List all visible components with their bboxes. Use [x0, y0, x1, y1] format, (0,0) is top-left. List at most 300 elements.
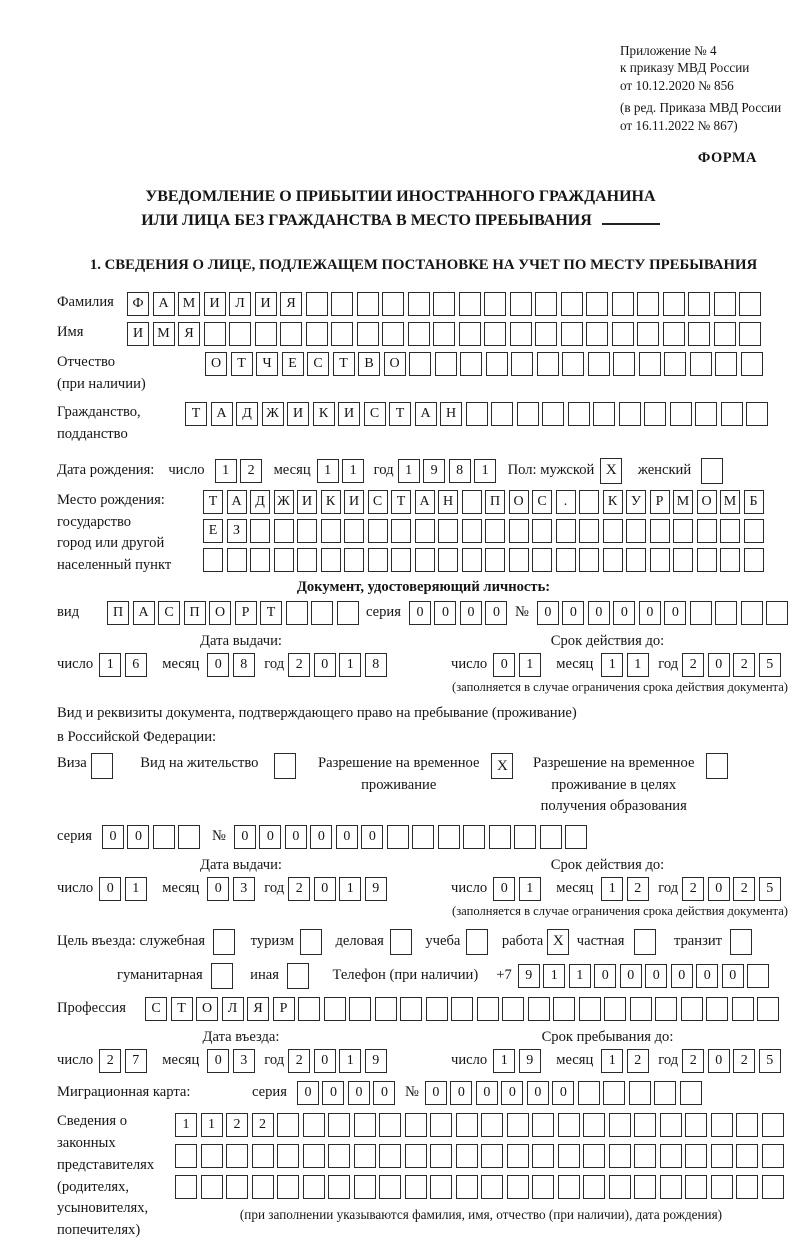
char-cell[interactable]: С	[364, 402, 386, 426]
char-cell[interactable]	[405, 1113, 427, 1137]
purpose-private-checkbox[interactable]	[634, 929, 656, 955]
char-cell[interactable]	[579, 997, 601, 1021]
char-cell[interactable]: 0	[645, 964, 667, 988]
char-cell[interactable]	[405, 1175, 427, 1199]
char-cell[interactable]: 0	[620, 964, 642, 988]
char-cell[interactable]	[175, 1144, 197, 1168]
char-cell[interactable]: Ф	[127, 292, 149, 316]
char-cell[interactable]	[650, 548, 670, 572]
char-cell[interactable]: Т	[231, 352, 253, 376]
char-cell[interactable]	[226, 1144, 248, 1168]
char-cell[interactable]	[583, 1175, 605, 1199]
char-cell[interactable]: 8	[449, 459, 471, 483]
char-cell[interactable]	[588, 352, 610, 376]
char-cell[interactable]	[637, 292, 659, 316]
purpose-study-checkbox[interactable]	[466, 929, 488, 955]
char-cell[interactable]	[535, 292, 557, 316]
char-cell[interactable]: И	[287, 402, 309, 426]
char-cell[interactable]	[532, 1144, 554, 1168]
char-cell[interactable]: 1	[398, 459, 420, 483]
char-cell[interactable]	[405, 1144, 427, 1168]
char-cell[interactable]	[400, 997, 422, 1021]
char-cell[interactable]	[762, 1175, 784, 1199]
char-cell[interactable]: 1	[493, 1049, 515, 1073]
char-cell[interactable]: 0	[552, 1081, 574, 1105]
char-cell[interactable]	[485, 548, 505, 572]
char-cell[interactable]	[435, 352, 457, 376]
char-cell[interactable]	[673, 548, 693, 572]
char-cell[interactable]	[711, 1175, 733, 1199]
char-cell[interactable]	[408, 322, 430, 346]
char-cell[interactable]	[578, 1081, 600, 1105]
char-cell[interactable]: 2	[733, 877, 755, 901]
char-cell[interactable]: А	[415, 402, 437, 426]
char-cell[interactable]: И	[204, 292, 226, 316]
char-cell[interactable]	[634, 1144, 656, 1168]
char-cell[interactable]: 0	[314, 877, 336, 901]
sex-female-checkbox[interactable]	[701, 458, 723, 484]
char-cell[interactable]: А	[211, 402, 233, 426]
char-cell[interactable]: 0	[594, 964, 616, 988]
char-cell[interactable]: Т	[333, 352, 355, 376]
char-cell[interactable]	[558, 1113, 580, 1137]
char-cell[interactable]: 0	[314, 653, 336, 677]
char-cell[interactable]	[603, 519, 623, 543]
char-cell[interactable]	[433, 292, 455, 316]
char-cell[interactable]: 9	[365, 1049, 387, 1073]
char-cell[interactable]: 5	[759, 1049, 781, 1073]
char-cell[interactable]	[510, 322, 532, 346]
char-cell[interactable]	[739, 322, 761, 346]
char-cell[interactable]	[379, 1113, 401, 1137]
char-cell[interactable]	[634, 1175, 656, 1199]
char-cell[interactable]	[229, 322, 251, 346]
char-cell[interactable]	[736, 1175, 758, 1199]
char-cell[interactable]	[685, 1175, 707, 1199]
char-cell[interactable]	[252, 1144, 274, 1168]
char-cell[interactable]: 0	[409, 601, 431, 625]
char-cell[interactable]	[415, 548, 435, 572]
purpose-other-checkbox[interactable]	[287, 963, 309, 989]
char-cell[interactable]	[303, 1144, 325, 1168]
char-cell[interactable]	[252, 1175, 274, 1199]
char-cell[interactable]: 2	[226, 1113, 248, 1137]
char-cell[interactable]	[491, 402, 513, 426]
char-cell[interactable]: 1	[339, 653, 361, 677]
char-cell[interactable]	[226, 1175, 248, 1199]
char-cell[interactable]	[430, 1113, 452, 1137]
char-cell[interactable]: Т	[203, 490, 223, 514]
char-cell[interactable]	[556, 519, 576, 543]
char-cell[interactable]	[250, 519, 270, 543]
char-cell[interactable]: Т	[171, 997, 193, 1021]
char-cell[interactable]	[568, 402, 590, 426]
char-cell[interactable]	[583, 1113, 605, 1137]
char-cell[interactable]	[321, 519, 341, 543]
char-cell[interactable]: 1	[543, 964, 565, 988]
char-cell[interactable]	[324, 997, 346, 1021]
char-cell[interactable]: И	[127, 322, 149, 346]
char-cell[interactable]: 9	[423, 459, 445, 483]
char-cell[interactable]: И	[344, 490, 364, 514]
char-cell[interactable]: 9	[365, 877, 387, 901]
char-cell[interactable]	[739, 292, 761, 316]
char-cell[interactable]: 1	[175, 1113, 197, 1137]
char-cell[interactable]: А	[415, 490, 435, 514]
char-cell[interactable]: Е	[282, 352, 304, 376]
char-cell[interactable]	[762, 1144, 784, 1168]
char-cell[interactable]: Д	[236, 402, 258, 426]
char-cell[interactable]: М	[153, 322, 175, 346]
char-cell[interactable]	[660, 1175, 682, 1199]
char-cell[interactable]	[203, 548, 223, 572]
char-cell[interactable]: 2	[252, 1113, 274, 1137]
char-cell[interactable]	[286, 601, 308, 625]
char-cell[interactable]	[175, 1175, 197, 1199]
char-cell[interactable]	[720, 519, 740, 543]
char-cell[interactable]	[609, 1113, 631, 1137]
char-cell[interactable]: 0	[259, 825, 281, 849]
char-cell[interactable]	[612, 292, 634, 316]
char-cell[interactable]: 0	[348, 1081, 370, 1105]
char-cell[interactable]: 0	[373, 1081, 395, 1105]
char-cell[interactable]: К	[603, 490, 623, 514]
char-cell[interactable]	[379, 1175, 401, 1199]
char-cell[interactable]	[639, 352, 661, 376]
char-cell[interactable]: П	[107, 601, 129, 625]
char-cell[interactable]: М	[178, 292, 200, 316]
char-cell[interactable]: О	[205, 352, 227, 376]
char-cell[interactable]	[227, 548, 247, 572]
purpose-business-checkbox[interactable]	[390, 929, 412, 955]
char-cell[interactable]	[462, 548, 482, 572]
char-cell[interactable]: 0	[314, 1049, 336, 1073]
char-cell[interactable]: 0	[322, 1081, 344, 1105]
char-cell[interactable]: О	[384, 352, 406, 376]
char-cell[interactable]: 5	[759, 877, 781, 901]
char-cell[interactable]	[354, 1144, 376, 1168]
char-cell[interactable]: Р	[235, 601, 257, 625]
char-cell[interactable]	[489, 825, 511, 849]
char-cell[interactable]: Б	[744, 490, 764, 514]
char-cell[interactable]	[368, 519, 388, 543]
char-cell[interactable]: 0	[425, 1081, 447, 1105]
char-cell[interactable]: 2	[682, 653, 704, 677]
char-cell[interactable]	[736, 1113, 758, 1137]
char-cell[interactable]: 1	[215, 459, 237, 483]
char-cell[interactable]	[663, 322, 685, 346]
char-cell[interactable]	[697, 519, 717, 543]
char-cell[interactable]: Н	[440, 402, 462, 426]
char-cell[interactable]	[609, 1144, 631, 1168]
char-cell[interactable]: 0	[207, 1049, 229, 1073]
char-cell[interactable]	[583, 1144, 605, 1168]
char-cell[interactable]	[459, 292, 481, 316]
char-cell[interactable]	[660, 1113, 682, 1137]
char-cell[interactable]	[680, 1081, 702, 1105]
char-cell[interactable]: 3	[233, 1049, 255, 1073]
char-cell[interactable]: Ж	[274, 490, 294, 514]
char-cell[interactable]	[484, 322, 506, 346]
char-cell[interactable]	[178, 825, 200, 849]
char-cell[interactable]	[688, 292, 710, 316]
char-cell[interactable]	[741, 352, 763, 376]
char-cell[interactable]: У	[626, 490, 646, 514]
char-cell[interactable]	[462, 519, 482, 543]
char-cell[interactable]	[732, 997, 754, 1021]
char-cell[interactable]	[311, 601, 333, 625]
char-cell[interactable]: 0	[485, 601, 507, 625]
char-cell[interactable]	[502, 997, 524, 1021]
char-cell[interactable]	[714, 322, 736, 346]
purpose-humanitarian-checkbox[interactable]	[211, 963, 233, 989]
char-cell[interactable]: 0	[671, 964, 693, 988]
char-cell[interactable]: 2	[733, 653, 755, 677]
char-cell[interactable]: 1	[201, 1113, 223, 1137]
char-cell[interactable]	[532, 548, 552, 572]
char-cell[interactable]	[697, 548, 717, 572]
char-cell[interactable]: А	[153, 292, 175, 316]
sex-male-checkbox[interactable]: X	[600, 458, 622, 484]
char-cell[interactable]: М	[720, 490, 740, 514]
char-cell[interactable]	[688, 322, 710, 346]
char-cell[interactable]	[619, 402, 641, 426]
char-cell[interactable]: К	[321, 490, 341, 514]
char-cell[interactable]	[673, 519, 693, 543]
char-cell[interactable]	[331, 322, 353, 346]
char-cell[interactable]: 0	[127, 825, 149, 849]
char-cell[interactable]	[747, 964, 769, 988]
char-cell[interactable]	[485, 519, 505, 543]
char-cell[interactable]	[433, 322, 455, 346]
char-cell[interactable]: 8	[233, 653, 255, 677]
char-cell[interactable]: 0	[664, 601, 686, 625]
char-cell[interactable]	[298, 997, 320, 1021]
char-cell[interactable]	[685, 1113, 707, 1137]
char-cell[interactable]	[603, 548, 623, 572]
char-cell[interactable]	[681, 997, 703, 1021]
char-cell[interactable]: 1	[339, 1049, 361, 1073]
char-cell[interactable]	[459, 322, 481, 346]
char-cell[interactable]: Ж	[262, 402, 284, 426]
char-cell[interactable]: 2	[288, 1049, 310, 1073]
char-cell[interactable]	[328, 1144, 350, 1168]
char-cell[interactable]: 8	[365, 653, 387, 677]
char-cell[interactable]: С	[158, 601, 180, 625]
char-cell[interactable]: 3	[233, 877, 255, 901]
edu-permit-checkbox[interactable]	[706, 753, 728, 779]
char-cell[interactable]	[663, 292, 685, 316]
char-cell[interactable]: О	[209, 601, 231, 625]
char-cell[interactable]	[382, 292, 404, 316]
char-cell[interactable]	[690, 352, 712, 376]
char-cell[interactable]	[561, 292, 583, 316]
char-cell[interactable]: С	[145, 997, 167, 1021]
char-cell[interactable]	[430, 1175, 452, 1199]
char-cell[interactable]: С	[307, 352, 329, 376]
char-cell[interactable]	[711, 1113, 733, 1137]
char-cell[interactable]	[626, 548, 646, 572]
char-cell[interactable]: 0	[722, 964, 744, 988]
char-cell[interactable]	[337, 601, 359, 625]
char-cell[interactable]	[715, 601, 737, 625]
char-cell[interactable]	[637, 322, 659, 346]
char-cell[interactable]	[387, 825, 409, 849]
char-cell[interactable]	[514, 825, 536, 849]
char-cell[interactable]	[438, 825, 460, 849]
char-cell[interactable]	[328, 1113, 350, 1137]
char-cell[interactable]: 1	[125, 877, 147, 901]
char-cell[interactable]	[654, 1081, 676, 1105]
char-cell[interactable]: И	[255, 292, 277, 316]
char-cell[interactable]: М	[673, 490, 693, 514]
char-cell[interactable]: О	[196, 997, 218, 1021]
char-cell[interactable]: 1	[474, 459, 496, 483]
visa-checkbox[interactable]	[91, 753, 113, 779]
char-cell[interactable]	[744, 519, 764, 543]
char-cell[interactable]: О	[697, 490, 717, 514]
char-cell[interactable]: 1	[601, 1049, 623, 1073]
char-cell[interactable]	[297, 548, 317, 572]
char-cell[interactable]	[280, 322, 302, 346]
char-cell[interactable]	[481, 1144, 503, 1168]
char-cell[interactable]	[626, 519, 646, 543]
char-cell[interactable]: 0	[297, 1081, 319, 1105]
char-cell[interactable]	[379, 1144, 401, 1168]
char-cell[interactable]: 1	[519, 653, 541, 677]
char-cell[interactable]	[456, 1175, 478, 1199]
char-cell[interactable]: В	[358, 352, 380, 376]
char-cell[interactable]	[757, 997, 779, 1021]
char-cell[interactable]	[391, 548, 411, 572]
char-cell[interactable]	[741, 601, 763, 625]
char-cell[interactable]: Р	[273, 997, 295, 1021]
char-cell[interactable]	[660, 1144, 682, 1168]
char-cell[interactable]: И	[297, 490, 317, 514]
char-cell[interactable]	[486, 352, 508, 376]
char-cell[interactable]: Я	[280, 292, 302, 316]
char-cell[interactable]	[274, 519, 294, 543]
char-cell[interactable]	[409, 352, 431, 376]
char-cell[interactable]	[715, 352, 737, 376]
char-cell[interactable]	[532, 1175, 554, 1199]
char-cell[interactable]	[201, 1144, 223, 1168]
char-cell[interactable]	[303, 1175, 325, 1199]
char-cell[interactable]	[297, 519, 317, 543]
char-cell[interactable]	[542, 402, 564, 426]
char-cell[interactable]: 0	[310, 825, 332, 849]
char-cell[interactable]: 0	[537, 601, 559, 625]
char-cell[interactable]	[603, 1081, 625, 1105]
char-cell[interactable]: 0	[588, 601, 610, 625]
char-cell[interactable]: 2	[682, 877, 704, 901]
char-cell[interactable]	[412, 825, 434, 849]
char-cell[interactable]	[354, 1113, 376, 1137]
char-cell[interactable]: Т	[389, 402, 411, 426]
char-cell[interactable]: Я	[247, 997, 269, 1021]
char-cell[interactable]	[481, 1175, 503, 1199]
char-cell[interactable]	[255, 322, 277, 346]
char-cell[interactable]	[629, 1081, 651, 1105]
char-cell[interactable]: 1	[627, 653, 649, 677]
char-cell[interactable]	[484, 292, 506, 316]
char-cell[interactable]	[593, 402, 615, 426]
char-cell[interactable]	[609, 1175, 631, 1199]
char-cell[interactable]: Я	[178, 322, 200, 346]
char-cell[interactable]	[344, 519, 364, 543]
char-cell[interactable]	[565, 825, 587, 849]
char-cell[interactable]: Е	[203, 519, 223, 543]
char-cell[interactable]: 0	[207, 653, 229, 677]
char-cell[interactable]	[456, 1144, 478, 1168]
char-cell[interactable]: 2	[99, 1049, 121, 1073]
char-cell[interactable]	[558, 1175, 580, 1199]
char-cell[interactable]	[274, 548, 294, 572]
char-cell[interactable]	[328, 1175, 350, 1199]
char-cell[interactable]	[586, 322, 608, 346]
char-cell[interactable]	[532, 519, 552, 543]
char-cell[interactable]: 1	[99, 653, 121, 677]
char-cell[interactable]: 0	[450, 1081, 472, 1105]
char-cell[interactable]	[507, 1113, 529, 1137]
char-cell[interactable]: 1	[569, 964, 591, 988]
char-cell[interactable]	[579, 548, 599, 572]
char-cell[interactable]: 0	[527, 1081, 549, 1105]
char-cell[interactable]	[509, 548, 529, 572]
char-cell[interactable]: 1	[601, 653, 623, 677]
char-cell[interactable]	[706, 997, 728, 1021]
char-cell[interactable]	[430, 1144, 452, 1168]
char-cell[interactable]	[463, 825, 485, 849]
char-cell[interactable]: Т	[185, 402, 207, 426]
char-cell[interactable]	[558, 1144, 580, 1168]
char-cell[interactable]	[528, 997, 550, 1021]
char-cell[interactable]	[250, 548, 270, 572]
char-cell[interactable]	[462, 490, 482, 514]
char-cell[interactable]	[354, 1175, 376, 1199]
char-cell[interactable]: 0	[336, 825, 358, 849]
char-cell[interactable]: 1	[342, 459, 364, 483]
char-cell[interactable]	[368, 548, 388, 572]
char-cell[interactable]	[721, 402, 743, 426]
char-cell[interactable]	[331, 292, 353, 316]
char-cell[interactable]	[153, 825, 175, 849]
char-cell[interactable]	[553, 997, 575, 1021]
char-cell[interactable]: Л	[222, 997, 244, 1021]
char-cell[interactable]: 0	[562, 601, 584, 625]
temp-permit-checkbox[interactable]: X	[491, 753, 513, 779]
char-cell[interactable]: 0	[99, 877, 121, 901]
char-cell[interactable]	[357, 322, 379, 346]
char-cell[interactable]: А	[133, 601, 155, 625]
char-cell[interactable]	[720, 548, 740, 572]
char-cell[interactable]	[357, 292, 379, 316]
char-cell[interactable]	[537, 352, 559, 376]
char-cell[interactable]	[456, 1113, 478, 1137]
char-cell[interactable]: 1	[519, 877, 541, 901]
char-cell[interactable]	[349, 997, 371, 1021]
char-cell[interactable]	[426, 997, 448, 1021]
char-cell[interactable]	[277, 1175, 299, 1199]
char-cell[interactable]	[382, 322, 404, 346]
char-cell[interactable]	[744, 548, 764, 572]
char-cell[interactable]: 2	[627, 1049, 649, 1073]
char-cell[interactable]: 0	[285, 825, 307, 849]
char-cell[interactable]: 0	[493, 877, 515, 901]
char-cell[interactable]: 2	[288, 877, 310, 901]
char-cell[interactable]	[664, 352, 686, 376]
char-cell[interactable]	[344, 548, 364, 572]
